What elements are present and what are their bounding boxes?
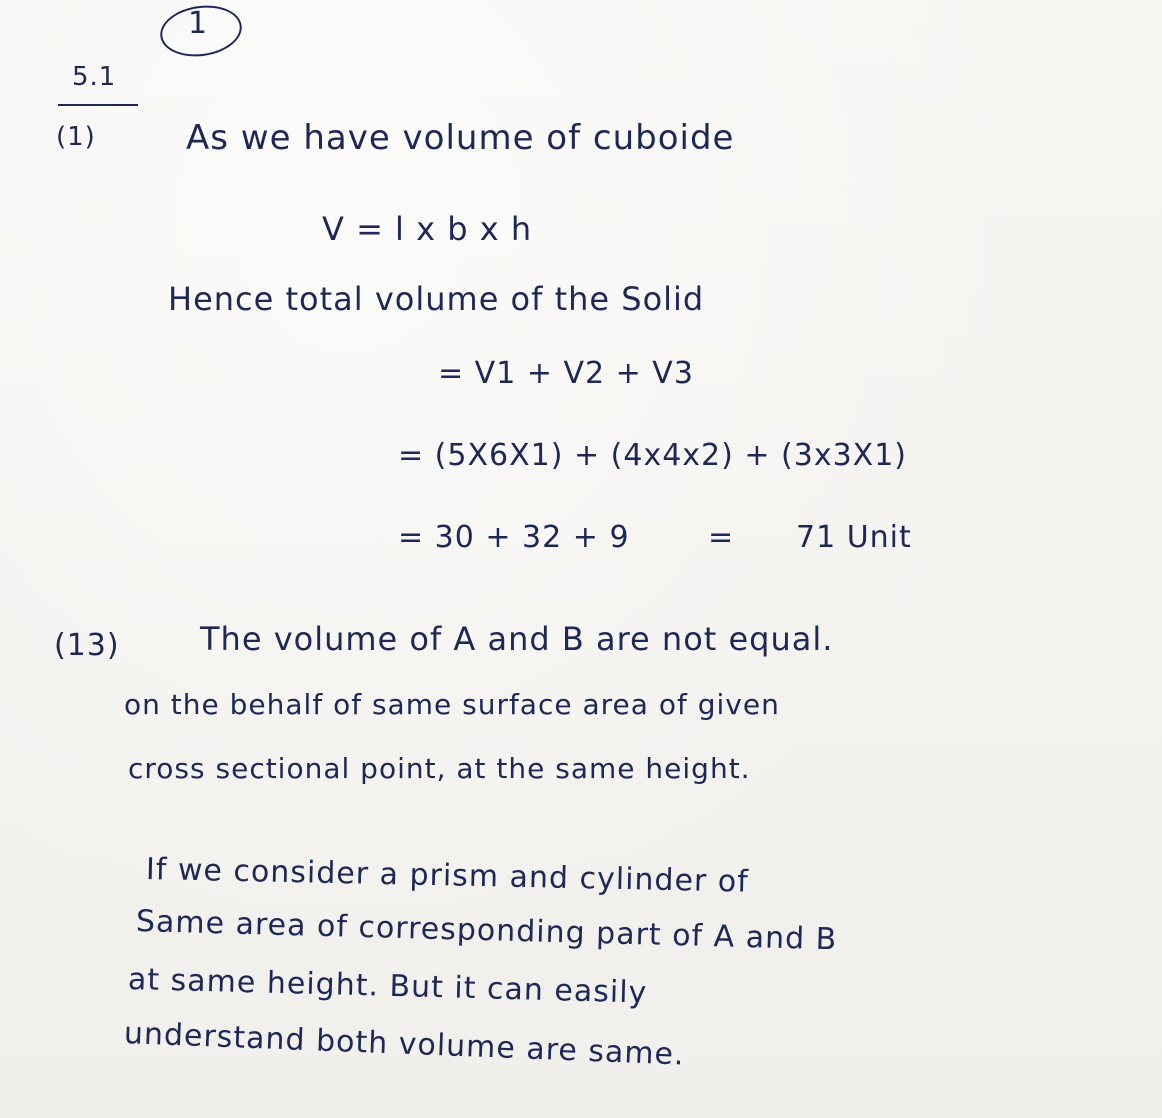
answer-13-line-4: If we consider a prism and cylinder of — [145, 852, 750, 900]
question-number-1: (1) — [56, 122, 96, 152]
question-number-13: (13) — [54, 628, 120, 663]
section-underline — [58, 104, 138, 106]
section-number: 5.1 — [72, 62, 117, 92]
answer-13-line-5: Same area of corresponding part of A and B — [135, 904, 838, 958]
answer-1-line-1: As we have volume of cuboide — [186, 118, 735, 158]
answer-13-line-1: The volume of A and B are not equal. — [200, 620, 834, 658]
answer-13-line-3: cross sectional point, at the same height. — [128, 752, 751, 785]
answer-1-result: 71 Unit — [796, 520, 912, 555]
answer-13-line-6: at same height. But it can easily — [127, 962, 648, 1011]
answer-1-line-3: Hence total volume of the Solid — [168, 280, 705, 318]
answer-1-formula: V = l x b x h — [322, 210, 533, 248]
answer-13-line-2: on the behalf of same surface area of given — [124, 688, 780, 721]
page-number: 1 — [188, 6, 209, 41]
answer-13-line-7: understand both volume are same. — [123, 1016, 686, 1073]
answer-1-equals: = — [708, 520, 735, 555]
answer-1-expansion: = (5X6X1) + (4x4x2) + (3x3X1) — [398, 438, 908, 473]
answer-1-sum: = V1 + V2 + V3 — [438, 356, 694, 391]
answer-1-partial-sum: = 30 + 32 + 9 — [398, 520, 630, 555]
